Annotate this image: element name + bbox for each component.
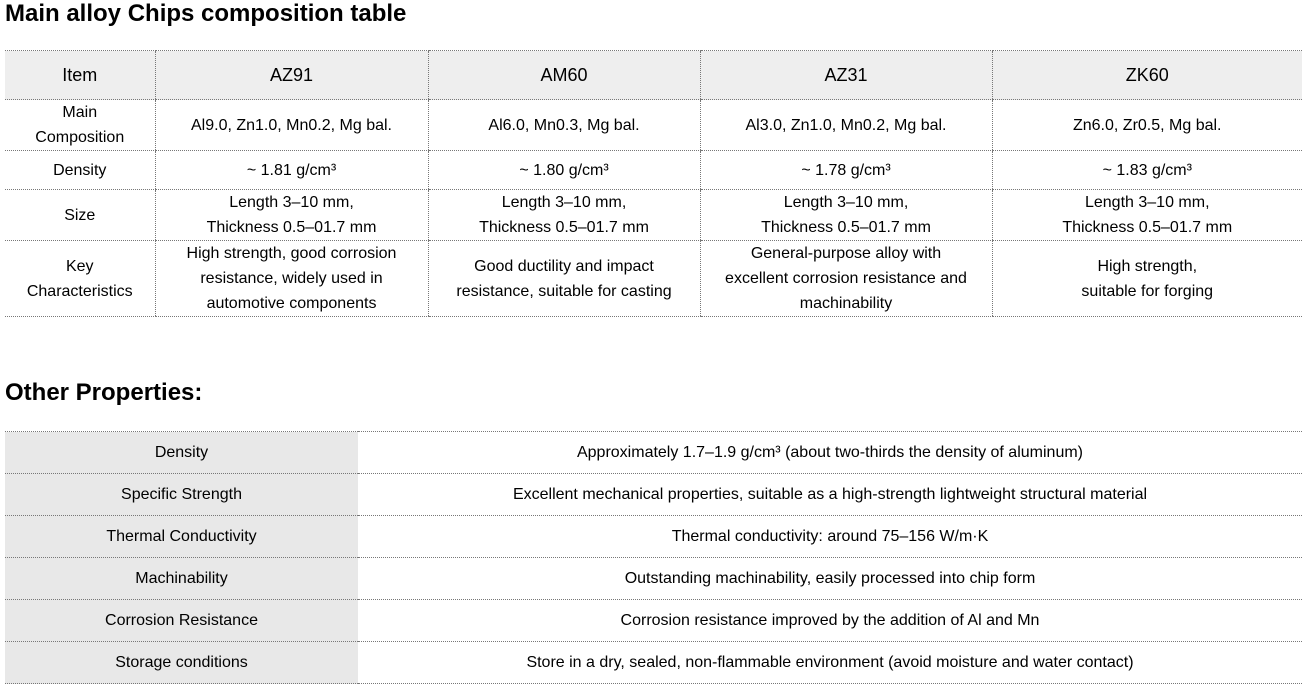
- table-cell: Zn6.0, Zr0.5, Mg bal.: [992, 100, 1302, 151]
- header-zk60: ZK60: [992, 51, 1302, 100]
- table-cell: Length 3–10 mm, Thickness 0.5–01.7 mm: [155, 190, 428, 241]
- row-label-main-composition: Main Composition: [5, 100, 155, 151]
- property-value: Excellent mechanical properties, suitable as a high-strength lightweight structural material: [358, 474, 1302, 516]
- table-row: [5, 151, 1302, 190]
- table-row: [5, 474, 1302, 516]
- table-cell: General-purpose alloy with excellent corrosion resistance and machinability: [700, 241, 992, 317]
- table-cell: Al3.0, Zn1.0, Mn0.2, Mg bal.: [700, 100, 992, 151]
- table-cell: ~ 1.80 g/cm³: [428, 151, 700, 190]
- row-label-density: Density: [5, 151, 155, 190]
- table-cell: High strength, suitable for forging: [992, 241, 1302, 317]
- table-cell: Length 3–10 mm, Thickness 0.5–01.7 mm: [700, 190, 992, 241]
- main-title: Main alloy Chips composition table: [5, 0, 407, 27]
- property-label: Specific Strength: [5, 474, 358, 516]
- table-cell: Length 3–10 mm, Thickness 0.5–01.7 mm: [992, 190, 1302, 241]
- table-row: [5, 100, 1302, 151]
- property-value: Outstanding machinability, easily processed into chip form: [358, 558, 1302, 600]
- row-label-size: Size: [5, 190, 155, 241]
- table-row: [5, 642, 1302, 684]
- table-row: [5, 558, 1302, 600]
- table-cell: High strength, good corrosion resistance, widely used in automotive components: [155, 241, 428, 317]
- property-label: Corrosion Resistance: [5, 600, 358, 642]
- table-row: [5, 241, 1302, 317]
- table-cell: ~ 1.83 g/cm³: [992, 151, 1302, 190]
- table-row: [5, 432, 1302, 474]
- property-label: Storage conditions: [5, 642, 358, 684]
- properties-table: [5, 431, 1302, 684]
- row-label-key-characteristics: Key Characteristics: [5, 241, 155, 317]
- property-value: Store in a dry, sealed, non-flammable environment (avoid moisture and water contact): [358, 642, 1302, 684]
- table-row: [5, 516, 1302, 558]
- composition-table: [5, 50, 1302, 317]
- header-az31: AZ31: [700, 51, 992, 100]
- table-cell: Al9.0, Zn1.0, Mn0.2, Mg bal.: [155, 100, 428, 151]
- property-value: Corrosion resistance improved by the addition of Al and Mn: [358, 600, 1302, 642]
- property-label: Thermal Conductivity: [5, 516, 358, 558]
- header-item: Item: [5, 51, 155, 100]
- other-properties-title: Other Properties:: [5, 379, 203, 406]
- table-row: [5, 600, 1302, 642]
- table-cell: ~ 1.81 g/cm³: [155, 151, 428, 190]
- property-label: Density: [5, 432, 358, 474]
- property-label: Machinability: [5, 558, 358, 600]
- header-az91: AZ91: [155, 51, 428, 100]
- table-cell: Good ductility and impact resistance, suitable for casting: [428, 241, 700, 317]
- composition-header-row: [5, 51, 1302, 100]
- property-value: Approximately 1.7–1.9 g/cm³ (about two-thirds the density of aluminum): [358, 432, 1302, 474]
- table-cell: Length 3–10 mm, Thickness 0.5–01.7 mm: [428, 190, 700, 241]
- table-cell: Al6.0, Mn0.3, Mg bal.: [428, 100, 700, 151]
- header-am60: AM60: [428, 51, 700, 100]
- property-value: Thermal conductivity: around 75–156 W/m·K: [358, 516, 1302, 558]
- table-cell: ~ 1.78 g/cm³: [700, 151, 992, 190]
- table-row: [5, 190, 1302, 241]
